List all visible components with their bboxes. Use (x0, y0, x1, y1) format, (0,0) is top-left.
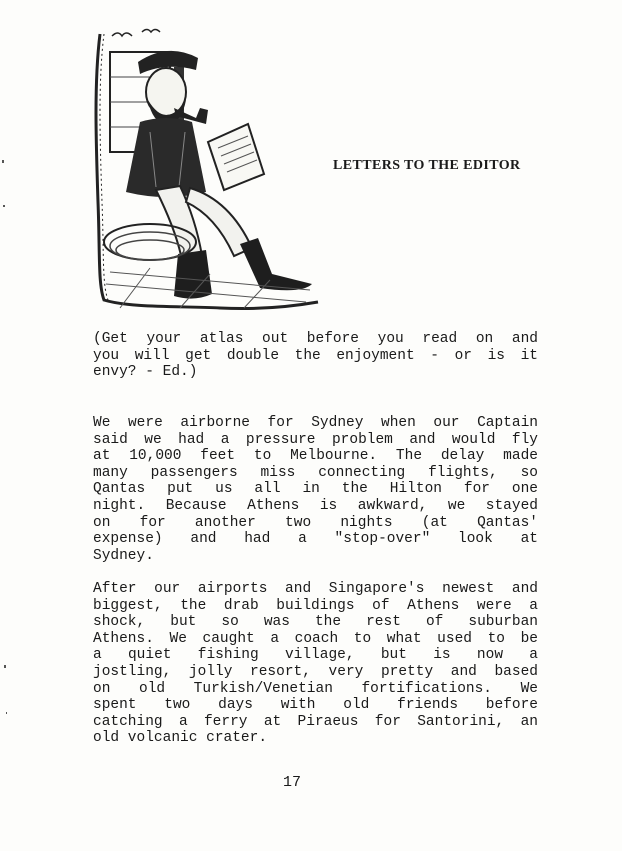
text-line: We were airborne for Sydney when our Captain (93, 415, 538, 431)
text-line: expense) and had a "stop-over" look at (93, 531, 538, 548)
text-line: catching a ferry at Piraeus for Santorini, an (93, 713, 538, 730)
text-line: night. Because Athens is awkward, we stayed (93, 497, 538, 514)
text-line: said we had a pressure problem and would fly (93, 431, 538, 448)
text-line: on for another two nights (at Qantas' (93, 514, 538, 531)
page-number: 17 (283, 774, 302, 791)
text-line: Sydney. (93, 547, 154, 564)
letter-paragraph (93, 581, 538, 747)
text-line: many passengers miss connecting flights, so (93, 464, 538, 481)
text-line: envy? - Ed.) (93, 364, 198, 381)
scan-speck (3, 205, 5, 207)
text-line: jostling, jolly resort, very pretty and based (93, 663, 538, 680)
text-line: at 10,000 feet to Melbourne. The delay made (93, 448, 538, 465)
text-line: a quiet fishing village, but is now a (93, 647, 538, 664)
scan-speck (2, 160, 4, 163)
text-line: spent two days with old friends before (93, 697, 538, 714)
scan-speck (4, 665, 6, 668)
text-line: on old Turkish/Venetian fortifications. We (93, 680, 538, 697)
text-line: old volcanic crater. (93, 730, 268, 747)
editor-note-paragraph (93, 331, 538, 381)
section-heading: LETTERS TO THE EDITOR (333, 158, 521, 173)
text-line: shock, but so was the rest of suburban (93, 614, 538, 631)
seaman-reading-illustration (90, 22, 322, 312)
text-line: Athens. We caught a coach to what used to be (93, 630, 538, 647)
text-line: biggest, the drab buildings of Athens were a (93, 597, 538, 614)
text-line: Qantas put us all in the Hilton for one (93, 481, 538, 498)
text-line: you will get double the enjoyment - or is it (93, 347, 538, 364)
scan-speck (6, 712, 7, 714)
text-line: (Get your atlas out before you read on and (93, 331, 538, 347)
letter-paragraph (93, 415, 538, 564)
text-line: After our airports and Singapore's newest and (93, 581, 538, 597)
